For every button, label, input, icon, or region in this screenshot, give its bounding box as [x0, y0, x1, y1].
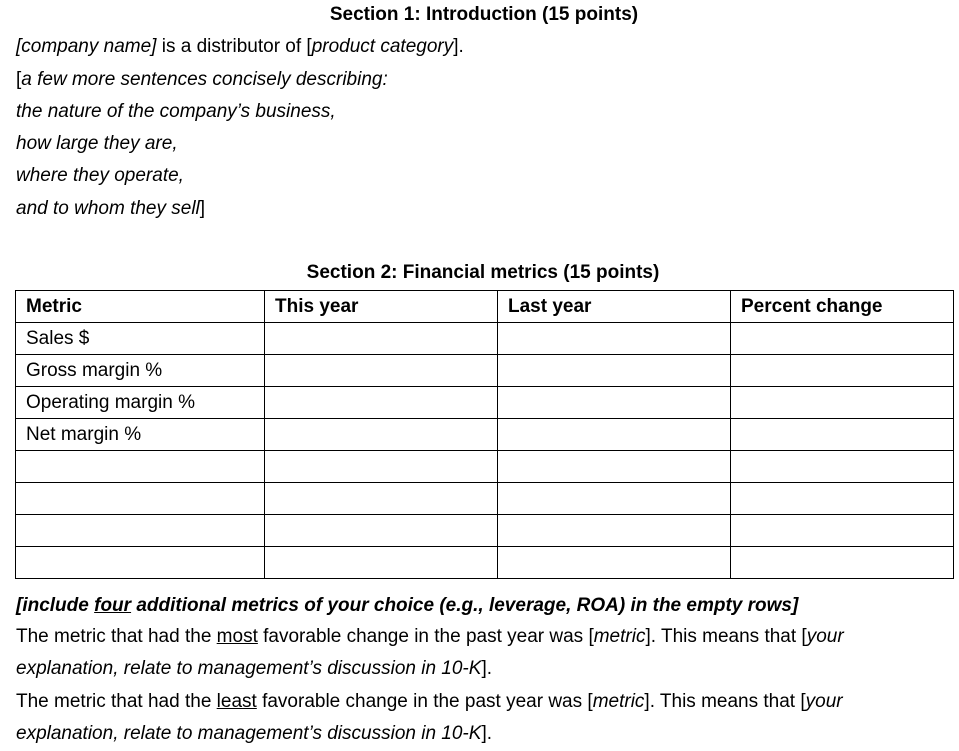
para-text: ]. This means that [: [645, 626, 807, 647]
additional-metrics-note: [16, 595, 798, 617]
para-text: favorable change in the past year was [: [256, 691, 593, 712]
cell-last-year: [498, 451, 731, 483]
table-header-row: [16, 291, 954, 323]
para-text: The metric that had the: [16, 691, 217, 712]
cell-metric: [16, 483, 265, 515]
least-favorable-paragraph-line1: [16, 691, 843, 713]
cell-percent-change: [731, 419, 954, 451]
note-text: [include: [16, 595, 95, 616]
intro-line-company: [16, 36, 464, 58]
cell-metric: Gross margin %: [16, 355, 265, 387]
cell-percent-change: [731, 451, 954, 483]
cell-last-year: [498, 419, 731, 451]
cell-this-year: [265, 387, 498, 419]
metric-placeholder: metric: [592, 691, 645, 712]
cell-metric: Net margin %: [16, 419, 265, 451]
note-emphasis: four: [94, 595, 132, 616]
intro-bullet-text: and to whom they sell: [16, 198, 200, 219]
cell-metric: [16, 451, 265, 483]
para-text: favorable change in the past year was [: [257, 626, 594, 647]
description-prompt: a few more sentences concisely describing:: [21, 69, 388, 90]
cell-percent-change: [731, 323, 954, 355]
cell-this-year: [265, 483, 498, 515]
table-row: [16, 387, 954, 419]
explanation-placeholder: your: [805, 691, 843, 712]
intro-text-end: ].: [453, 36, 464, 57]
financial-metrics-table: [15, 290, 954, 579]
para-text-end: ].: [481, 658, 492, 679]
cell-percent-change: [731, 355, 954, 387]
header-last-year: Last year: [498, 291, 731, 323]
cell-percent-change: [731, 387, 954, 419]
table-row-empty: [16, 547, 954, 579]
cell-last-year: [498, 515, 731, 547]
explanation-placeholder: explanation, relate to management’s discussion in 10-K: [16, 658, 482, 679]
cell-percent-change: [731, 547, 954, 579]
section-1-title: Section 1: Introduction (15 points): [329, 4, 639, 25]
open-bracket: [: [16, 69, 22, 90]
cell-metric: Sales $: [16, 323, 265, 355]
para-text: ]. This means that [: [644, 691, 806, 712]
cell-this-year: [265, 419, 498, 451]
table-row-empty: [16, 515, 954, 547]
cell-last-year: [498, 547, 731, 579]
para-text: The metric that had the: [16, 626, 217, 647]
cell-this-year: [265, 323, 498, 355]
cell-this-year: [265, 547, 498, 579]
least-favorable-paragraph-line2: [16, 723, 492, 745]
header-this-year: This year: [265, 291, 498, 323]
cell-this-year: [265, 451, 498, 483]
product-category-placeholder: product category: [311, 36, 454, 57]
intro-line-description: [16, 69, 388, 91]
cell-percent-change: [731, 515, 954, 547]
table-row: [16, 323, 954, 355]
table-row-empty: [16, 483, 954, 515]
cell-last-year: [498, 355, 731, 387]
para-text-end: ].: [481, 723, 492, 744]
cell-percent-change: [731, 483, 954, 515]
explanation-placeholder: your: [806, 626, 844, 647]
intro-bullet-line: the nature of the company’s business,: [16, 101, 336, 122]
intro-bullet-line: how large they are,: [16, 133, 178, 154]
intro-text: is a distributor of [: [156, 36, 312, 57]
cell-last-year: [498, 483, 731, 515]
section-2-title: Section 2: Financial metrics (15 points): [306, 262, 660, 283]
cell-metric: Operating margin %: [16, 387, 265, 419]
header-metric: Metric: [16, 291, 265, 323]
cell-metric: [16, 547, 265, 579]
table-row-empty: [16, 451, 954, 483]
cell-this-year: [265, 515, 498, 547]
close-bracket: ]: [199, 198, 206, 219]
metric-placeholder: metric: [593, 626, 646, 647]
table-row: [16, 355, 954, 387]
cell-last-year: [498, 387, 731, 419]
table-row: [16, 419, 954, 451]
intro-bullet-line-last: [16, 198, 205, 220]
company-name-placeholder: [company name]: [16, 36, 157, 57]
para-emphasis-most: most: [216, 626, 258, 647]
explanation-placeholder: explanation, relate to management’s discussion in 10-K: [16, 723, 482, 744]
cell-metric: [16, 515, 265, 547]
intro-bullet-line: where they operate,: [16, 165, 184, 186]
cell-last-year: [498, 323, 731, 355]
note-text-end: additional metrics of your choice (e.g., leverage, ROA) in the empty rows]: [131, 595, 799, 616]
cell-this-year: [265, 355, 498, 387]
most-favorable-paragraph-line1: [16, 626, 844, 648]
header-percent-change: Percent change: [731, 291, 954, 323]
para-emphasis-least: least: [216, 691, 257, 712]
most-favorable-paragraph-line2: [16, 658, 492, 680]
